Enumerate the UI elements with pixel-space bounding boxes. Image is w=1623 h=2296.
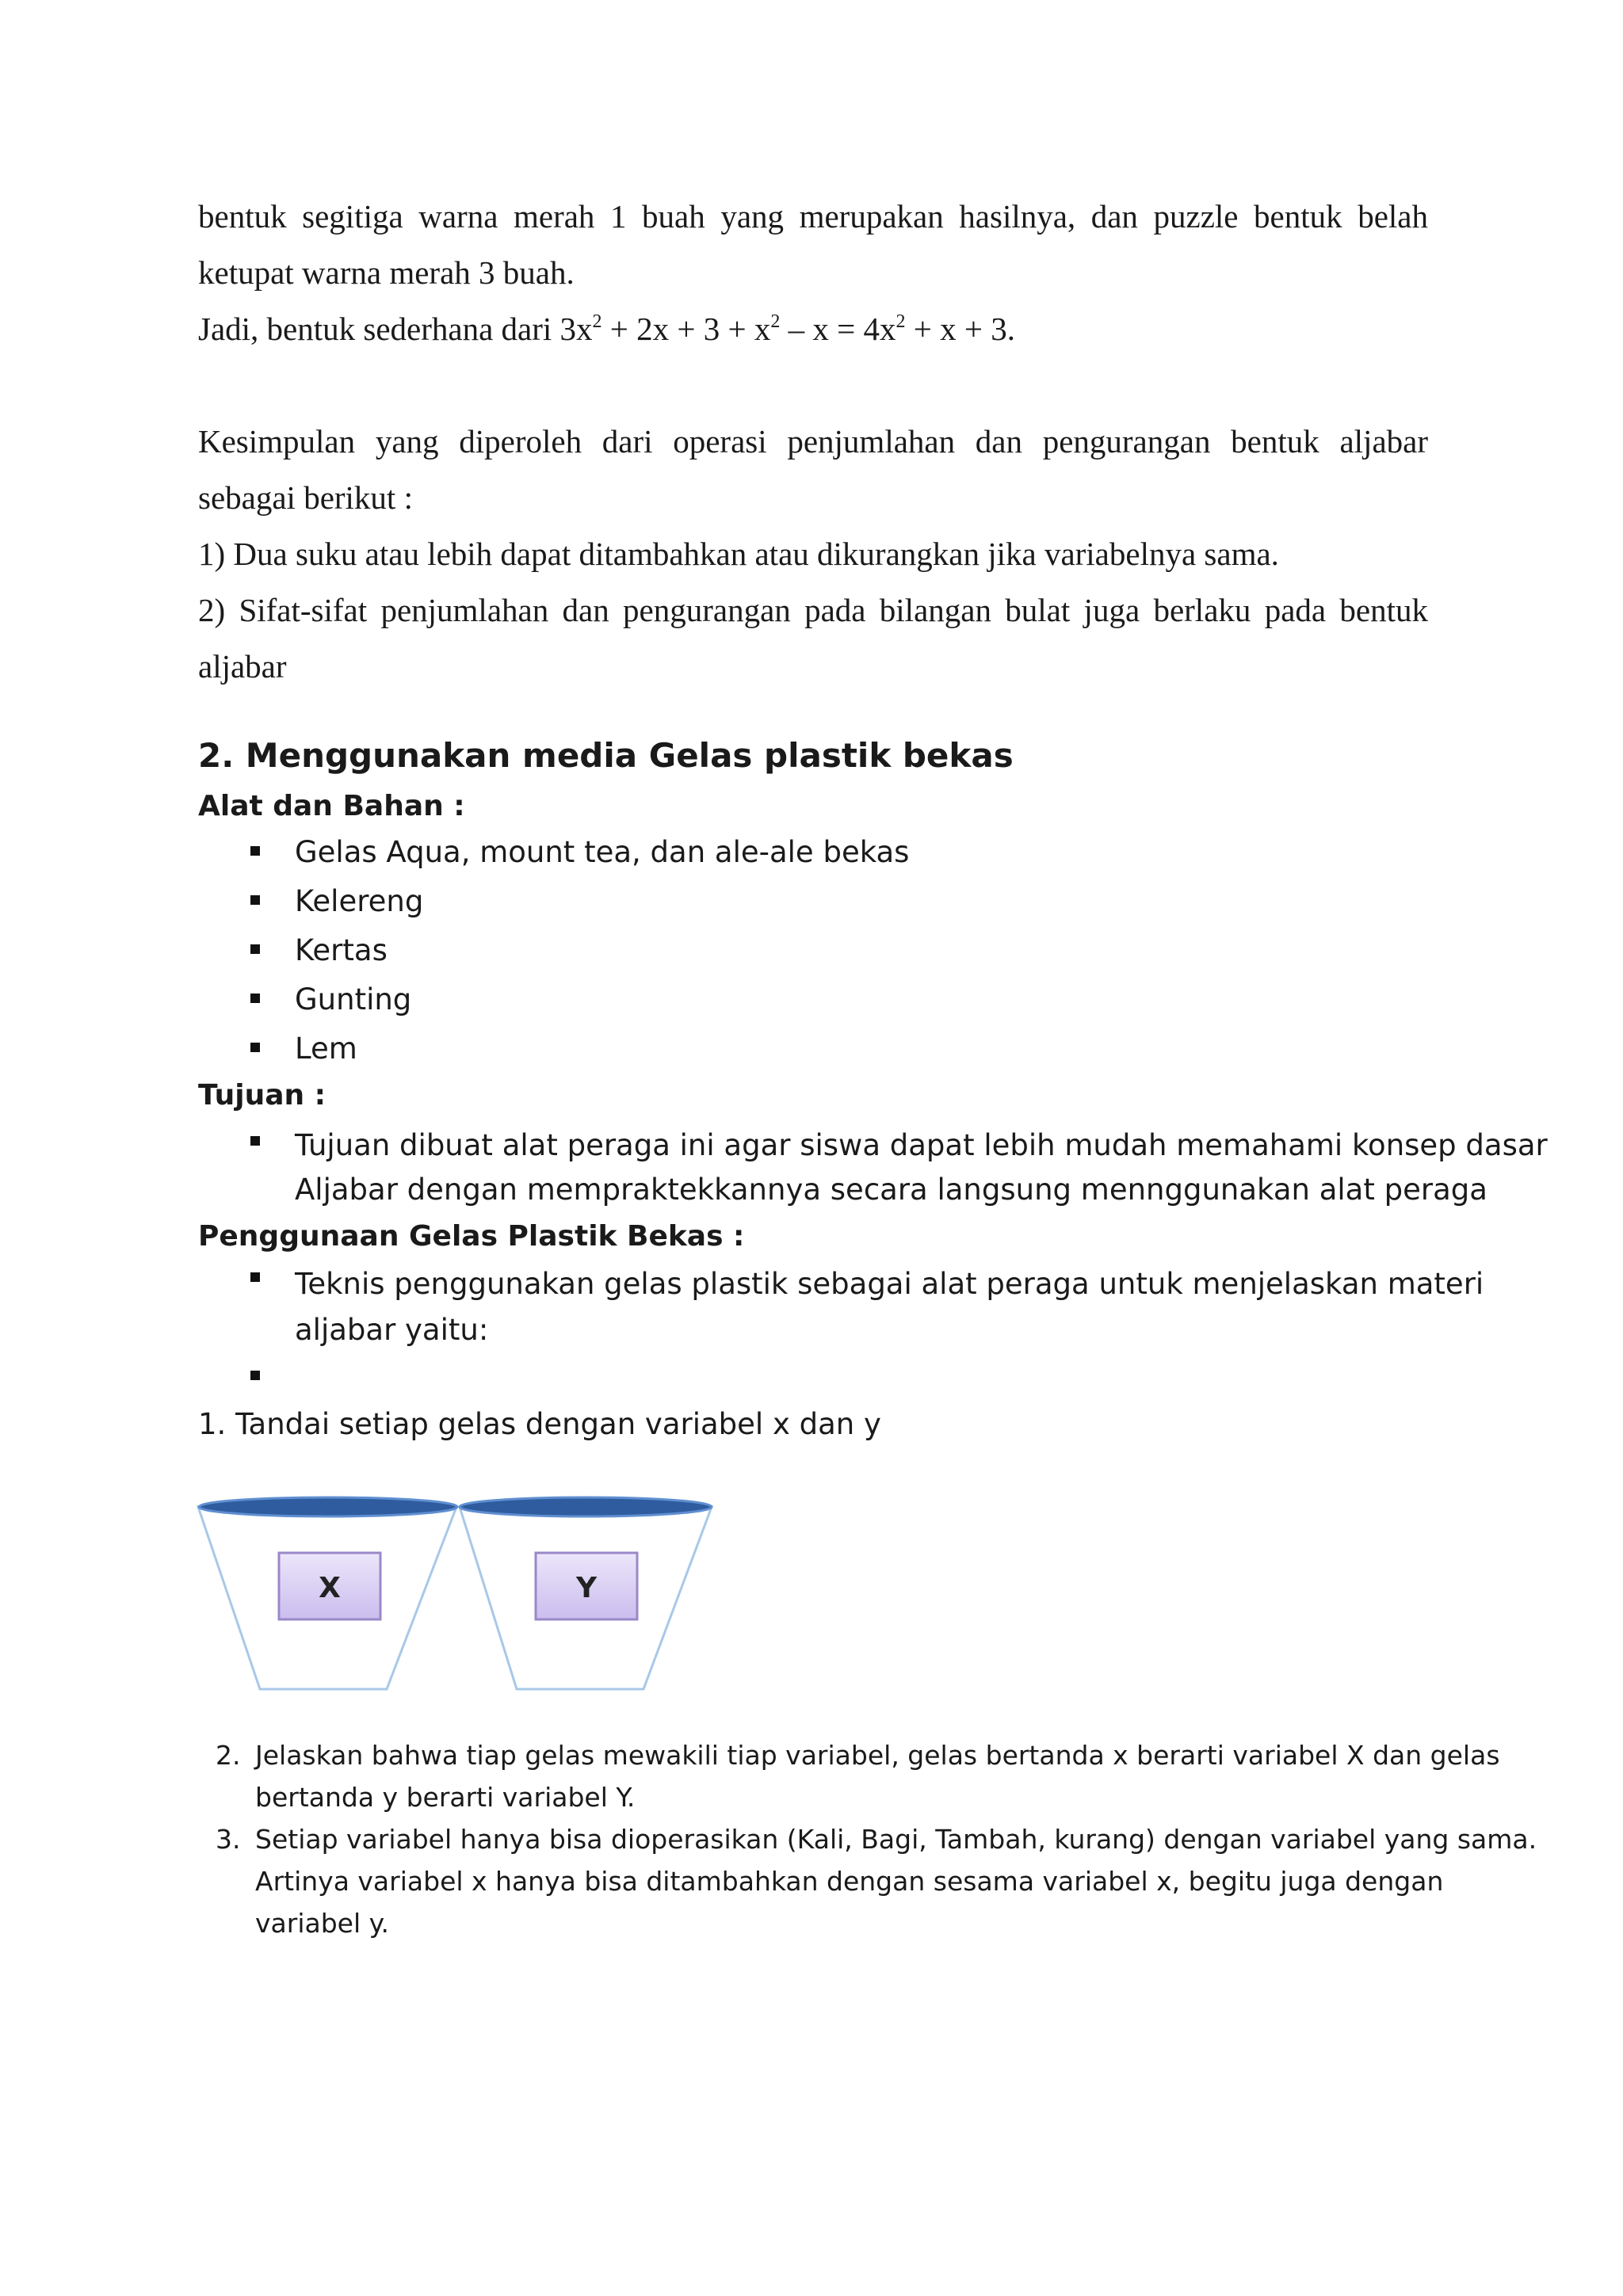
tujuan-line: Aljabar dengan mempraktekkannya secara langsung mennggunakan alat peraga <box>295 1173 1487 1207</box>
bullet-icon <box>250 846 260 856</box>
step-3-line: Artinya variabel x hanya bisa ditambahkan dengan sesama variabel x, begitu juga dengan <box>255 1866 1444 1897</box>
superscript: 2 <box>896 311 906 332</box>
bullet-icon <box>250 994 260 1003</box>
section-title: 2. Menggunakan media Gelas plastik bekas <box>198 736 1014 775</box>
list-item: Lem <box>295 1032 357 1066</box>
step-3-line: Setiap variabel hanya bisa dioperasikan (Kali, Bagi, Tambah, kurang) dengan variabel yang sama. <box>255 1824 1537 1855</box>
step-1: 1. Tandai setiap gelas dengan variabel x dan y <box>198 1407 881 1441</box>
paragraph-line: ketupat warna merah 3 buah. <box>198 254 575 291</box>
conclusion-line: Kesimpulan yang diperoleh dari operasi penjumlahan dan pengurangan bentuk aljabar <box>198 423 1428 460</box>
penggunaan-heading: Penggunaan Gelas Plastik Bekas : <box>198 1220 745 1253</box>
equation-text: – x = 4x <box>780 311 896 347</box>
step-2-line: bertanda y berarti variabel Y. <box>255 1782 636 1813</box>
point-2: 2) Sifat-sifat penjumlahan dan pengurangan pada bilangan bulat juga berlaku pada bentuk <box>198 592 1428 628</box>
bullet-icon <box>250 1272 260 1282</box>
bullet-icon <box>250 1136 260 1146</box>
step-2-line: Jelaskan bahwa tiap gelas mewakili tiap variabel, gelas bertanda x berarti variabel X dan gelas <box>255 1740 1500 1771</box>
equation-line <box>198 301 1015 357</box>
bullet-icon <box>250 895 260 905</box>
point-2-cont: aljabar <box>198 648 287 685</box>
list-item: Kertas <box>295 933 388 967</box>
cup-label-x: X <box>319 1572 341 1604</box>
list-item: Kelereng <box>295 884 424 918</box>
list-item: Gunting <box>295 982 412 1016</box>
tujuan-line: Tujuan dibuat alat peraga ini agar siswa dapat lebih mudah memahami konsep dasar <box>295 1128 1548 1162</box>
point-1: 1) Dua suku atau lebih dapat ditambahkan atau dikurangkan jika variabelnya sama. <box>198 536 1279 572</box>
step-2-number: 2. <box>216 1740 241 1771</box>
teknis-line: Teknis penggunakan gelas plastik sebagai alat peraga untuk menjelaskan materi <box>295 1267 1484 1301</box>
step-3-line: variabel y. <box>255 1908 389 1939</box>
cup-label-y: Y <box>575 1572 598 1604</box>
superscript: 2 <box>592 311 602 332</box>
equation-text: + x + 3. <box>905 311 1016 347</box>
equation-text: + 2x + 3 + x <box>601 311 771 347</box>
teknis-line: aljabar yaitu: <box>295 1313 489 1347</box>
superscript: 2 <box>770 311 781 332</box>
bullet-icon <box>250 1043 260 1052</box>
cups-illustration <box>190 1489 721 1695</box>
alat-heading: Alat dan Bahan : <box>198 790 465 822</box>
bullet-icon <box>250 1371 260 1380</box>
tujuan-heading: Tujuan : <box>198 1079 327 1112</box>
paragraph-line: bentuk segitiga warna merah 1 buah yang merupakan hasilnya, dan puzzle bentuk belah <box>198 198 1428 235</box>
bullet-icon <box>250 944 260 954</box>
equation-text: Jadi, bentuk sederhana dari 3x <box>198 311 593 347</box>
list-item: Gelas Aqua, mount tea, dan ale-ale bekas <box>295 835 910 869</box>
conclusion-line: sebagai berikut : <box>198 479 413 516</box>
step-3-number: 3. <box>216 1824 241 1855</box>
